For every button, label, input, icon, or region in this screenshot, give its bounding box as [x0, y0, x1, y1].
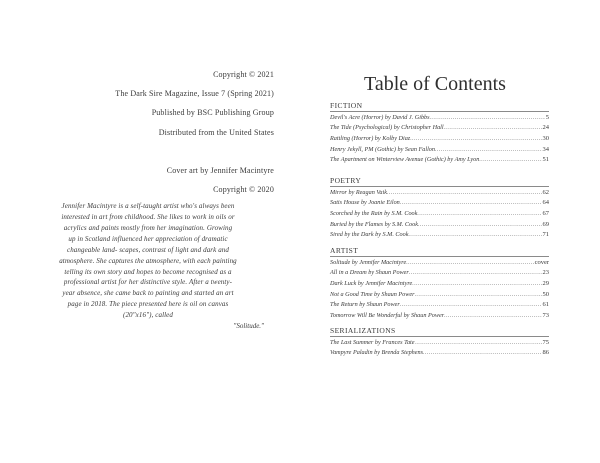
entry-page: cover	[534, 258, 549, 266]
cover-art-credit: Cover art by Jennifer Macintyre	[166, 165, 274, 175]
leader-dots	[406, 258, 533, 269]
entry-title: Vampyre Paladin by Brenda Stephens	[330, 349, 424, 357]
toc-entry[interactable]	[330, 279, 549, 290]
leader-dots	[423, 348, 541, 359]
artist-bio	[22, 201, 274, 321]
leader-dots	[417, 209, 541, 220]
leader-dots	[435, 145, 542, 156]
bio-line: atmosphere. She captures the atmosphere, with each painting	[59, 256, 237, 265]
entry-title: Mirror by Reagan Vaik	[330, 188, 387, 196]
entry-page: 64	[542, 199, 549, 207]
toc-entry[interactable]	[330, 230, 549, 241]
entry-title: Devil's Acre (Horror) by David J. Gibbs	[330, 113, 430, 121]
bio-line: page in 2018. The piece presented here is oil on canvas	[67, 300, 229, 309]
entry-title: The Tide (Psychological) by Christopher Hall	[330, 124, 444, 132]
leader-dots	[400, 198, 542, 209]
toc-entry[interactable]	[330, 258, 549, 269]
leader-dots	[400, 300, 542, 311]
entry-page: 30	[542, 134, 549, 142]
toc-entry[interactable]	[330, 188, 549, 199]
bio-line: telling its own story and hopes to become recognised as a	[64, 267, 232, 276]
toc-entry[interactable]	[330, 209, 549, 220]
toc-title: Table of Contents	[364, 73, 506, 95]
toc-entry[interactable]	[330, 290, 549, 301]
toc-section-fiction	[330, 100, 549, 166]
entry-title: Buried by the Flames by S.M. Cook	[330, 220, 418, 228]
toc-entry[interactable]	[330, 134, 549, 145]
leader-dots	[409, 268, 542, 279]
toc-section-artist	[330, 245, 549, 322]
toc-entry[interactable]	[330, 145, 549, 156]
leader-dots	[408, 230, 541, 241]
entry-title: Scorched by the Rain by S.M. Cook	[330, 209, 418, 217]
entry-page: 67	[542, 209, 549, 217]
entry-page: 51	[542, 156, 549, 164]
bio-line: interested in art from childhood. She likes to work in oils or	[61, 213, 235, 222]
leader-dots	[412, 279, 541, 290]
issue-line: The Dark Sire Magazine, Issue 7 (Spring 2021)	[115, 89, 274, 99]
entry-title: Dark Luck by Jennifer Macintyre	[330, 279, 413, 287]
entry-page: 5	[545, 113, 549, 121]
entry-title: The Apartment on Winterview Avenue (Gothic) by Amy Lyon	[330, 156, 480, 164]
bio-line: changeable land- scapes, contrast of light and dark and	[66, 245, 229, 254]
publisher-line: Published by BSC Publishing Group	[151, 108, 274, 118]
bio-line: year absence, she came back to painting and started an art	[62, 289, 234, 298]
section-heading: POETRY	[330, 176, 362, 185]
section-heading: SERIALIZATIONS	[330, 326, 396, 335]
leader-dots	[444, 311, 541, 322]
leader-dots	[479, 155, 541, 166]
leader-dots	[415, 338, 542, 349]
bio-line: professional artist for her distinctive style. After a twenty-	[63, 278, 233, 287]
leader-dots	[418, 220, 542, 231]
bio-line: up in Scotland influenced her appreciation of dramatic	[68, 234, 228, 243]
section-heading: ARTIST	[330, 246, 359, 255]
leader-dots	[387, 188, 542, 199]
entry-title: All in a Dream by Shaun Power	[330, 269, 409, 277]
entry-page: 73	[542, 312, 549, 320]
entry-page: 34	[542, 145, 549, 153]
entry-page: 61	[542, 301, 549, 309]
entry-title: The Return by Shaun Power	[330, 301, 400, 309]
colophon-page	[22, 70, 274, 332]
entry-title: Tomorrow Will Be Wonderful by Shaun Power	[330, 312, 445, 320]
entry-page: 29	[542, 279, 549, 287]
entry-page: 24	[542, 124, 549, 132]
toc-entry[interactable]	[330, 113, 549, 124]
toc-entry[interactable]	[330, 268, 549, 279]
toc-section-poetry	[330, 175, 549, 241]
toc-entry[interactable]	[330, 348, 549, 359]
artwork-title: "Solitude."	[233, 322, 264, 331]
entry-title: Sired by the Dark by S.M. Cook	[330, 231, 409, 239]
toc-entry[interactable]	[330, 155, 549, 166]
leader-dots	[410, 134, 541, 145]
entry-title: Satis House by Joanie Eilon	[330, 199, 400, 207]
toc-entry[interactable]	[330, 338, 549, 349]
toc-entry[interactable]	[330, 300, 549, 311]
entry-page: 71	[542, 231, 549, 239]
bio-line: (20"x16"), called	[123, 311, 173, 320]
section-heading: FICTION	[330, 101, 363, 110]
leader-dots	[444, 123, 542, 134]
distribution-line: Distributed from the United States	[158, 127, 274, 137]
entry-title: Rattling (Horror) by Kolby Diaz	[330, 134, 411, 142]
entry-title: Henry Jekyll, PM (Gothic) by Sean Fallon	[330, 145, 435, 153]
leader-dots	[415, 290, 542, 301]
entry-title: Solitude by Jennifer Macintyre	[330, 258, 407, 266]
toc-entry[interactable]	[330, 123, 549, 134]
bio-line: Jennifer Macintyre is a self-taught artist who's always been	[61, 202, 235, 211]
entry-page: 23	[542, 269, 549, 277]
entry-title: Not a Good Time by Shaun Power	[330, 290, 415, 298]
entry-title: The Last Summer by Frances Tate	[330, 338, 415, 346]
entry-page: 86	[542, 349, 549, 357]
entry-page: 69	[542, 220, 549, 228]
copyright-line: Copyright © 2021	[213, 70, 274, 79]
entry-page: 50	[542, 290, 549, 298]
toc-section-serializations	[330, 325, 549, 359]
leader-dots	[430, 113, 545, 124]
entry-page: 75	[542, 338, 549, 346]
toc-entry[interactable]	[330, 220, 549, 231]
toc-entry[interactable]	[330, 311, 549, 322]
cover-copyright-line: Copyright © 2020	[213, 184, 274, 194]
bio-line: acrylics and paints mostly from her imagination. Growing	[63, 223, 233, 232]
toc-entry[interactable]	[330, 198, 549, 209]
entry-page: 62	[542, 188, 549, 196]
